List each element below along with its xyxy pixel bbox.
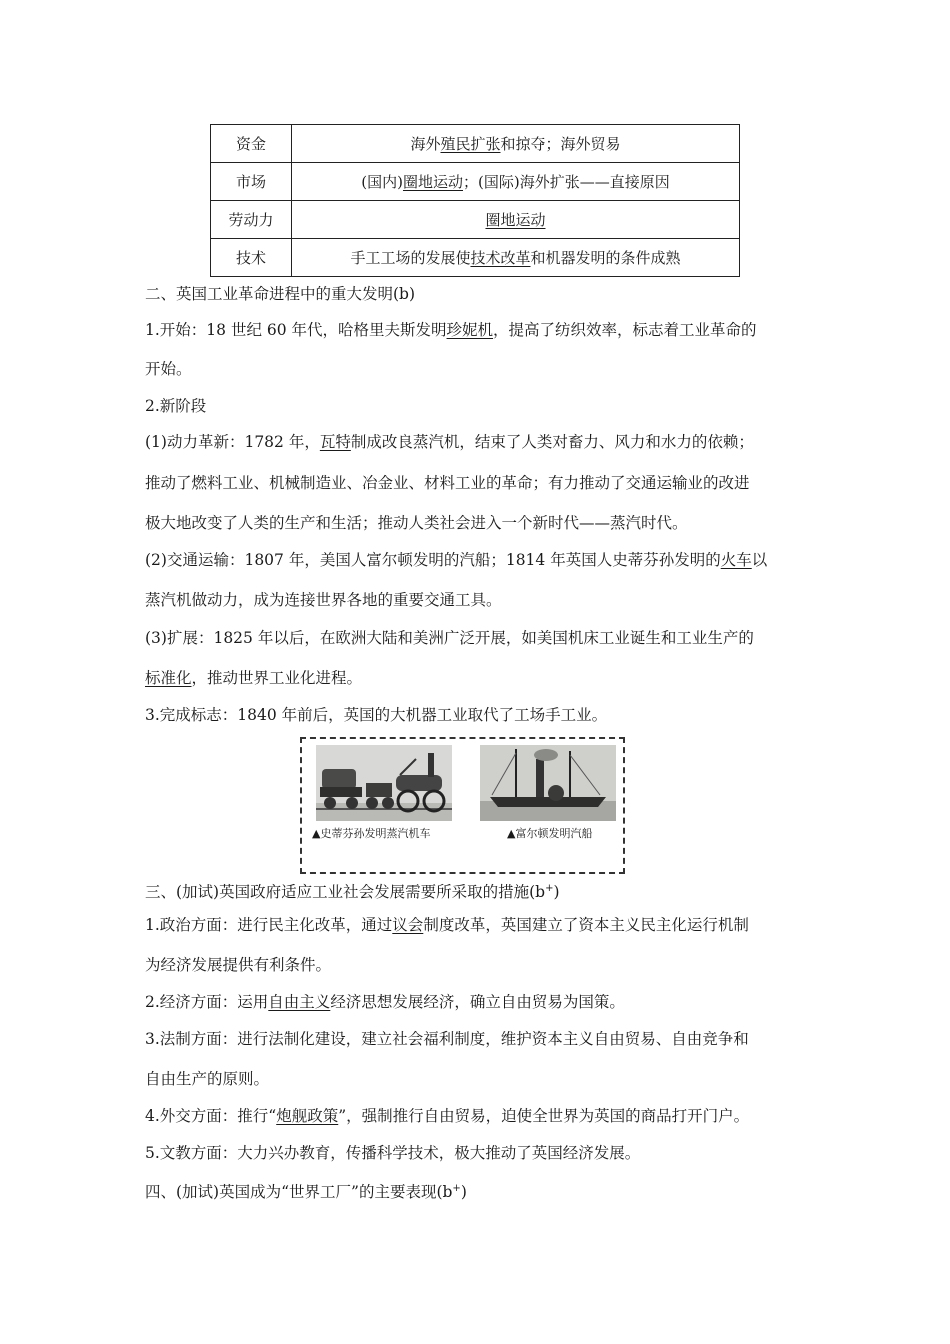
paragraph-line: 3.完成标志：1840 年前后，英国的大机器工业取代了工场手工业。	[145, 706, 608, 724]
paragraph-line: (3)扩展：1825 年以后，在欧洲大陆和美洲广泛开展，如美国机床工业诞生和工业生产的	[145, 629, 754, 647]
locomotive-image	[316, 745, 452, 821]
paragraph-line: (1)动力革新：1782 年，瓦特制成改良蒸汽机，结束了人类对畜力、风力和水力的依赖；	[145, 433, 754, 451]
paragraph-line: 极大地改变了人类的生产和生活；推动人类社会进入一个新时代——蒸汽时代。	[145, 514, 688, 532]
paragraph-line: 3.法制方面：进行法制化建设，建立社会福利制度，维护资本主义自由贸易、自由竞争和	[145, 1030, 749, 1048]
steamboat-image	[480, 745, 616, 821]
paragraph-line: 自由生产的原则。	[145, 1070, 270, 1088]
row-content: 圈地运动	[292, 201, 740, 239]
row-content: 手工工场的发展使技术改革和机器发明的条件成熟	[292, 239, 740, 277]
table-row	[211, 125, 740, 163]
paragraph-line: 为经济发展提供有利条件。	[145, 956, 332, 974]
section-heading: 四、(加试)英国成为“世界工厂”的主要表现(b+)	[145, 1183, 467, 1202]
paragraph-line: 1.政治方面：进行民主化改革，通过议会制度改革，英国建立了资本主义民主化运行机制	[145, 916, 749, 934]
conditions-table	[210, 124, 740, 277]
paragraph-line: 蒸汽机做动力，成为连接世界各地的重要交通工具。	[145, 591, 502, 609]
paragraph-line: 1.开始：18 世纪 60 年代，哈格里夫斯发明珍妮机，提高了纺织效率，标志着工业革命的	[145, 321, 757, 339]
paragraph-line: 开始。	[145, 360, 192, 378]
row-label: 技术	[211, 239, 292, 277]
row-content: (国内)圈地运动；(国际)海外扩张——直接原因	[292, 163, 740, 201]
paragraph-line: 推动了燃料工业、机械制造业、冶金业、材料工业的革命；有力推动了交通运输业的改进	[145, 474, 750, 492]
paragraph-line: 5.文教方面：大力兴办教育，传播科学技术，极大推动了英国经济发展。	[145, 1144, 641, 1162]
row-label: 资金	[211, 125, 292, 163]
section-heading: 二、英国工业革命进程中的重大发明(b)	[145, 285, 416, 303]
paragraph-line: 4.外交方面：推行“炮舰政策”，强制推行自由贸易，迫使全世界为英国的商品打开门户。	[145, 1107, 750, 1125]
inventions-figure	[300, 737, 625, 874]
paragraph-line: 2.新阶段	[145, 397, 207, 415]
paragraph-line: (2)交通运输：1807 年，美国人富尔顿发明的汽船；1814 年英国人史蒂芬孙发明的火车以	[145, 551, 768, 569]
paragraph-line: 2.经济方面：运用自由主义经济思想发展经济，确立自由贸易为国策。	[145, 993, 625, 1011]
locomotive-caption: ▲史蒂芬孙发明蒸汽机车	[312, 827, 431, 840]
row-label: 劳动力	[211, 201, 292, 239]
steamboat-caption: ▲富尔顿发明汽船	[507, 827, 593, 840]
section-heading: 三、(加试)英国政府适应工业社会发展需要所采取的措施(b+)	[145, 883, 560, 902]
paragraph-line: 标准化，推动世界工业化进程。	[145, 669, 363, 687]
table-row	[211, 201, 740, 239]
row-content: 海外殖民扩张和掠夺；海外贸易	[292, 125, 740, 163]
table-row	[211, 163, 740, 201]
table-row	[211, 239, 740, 277]
row-label: 市场	[211, 163, 292, 201]
